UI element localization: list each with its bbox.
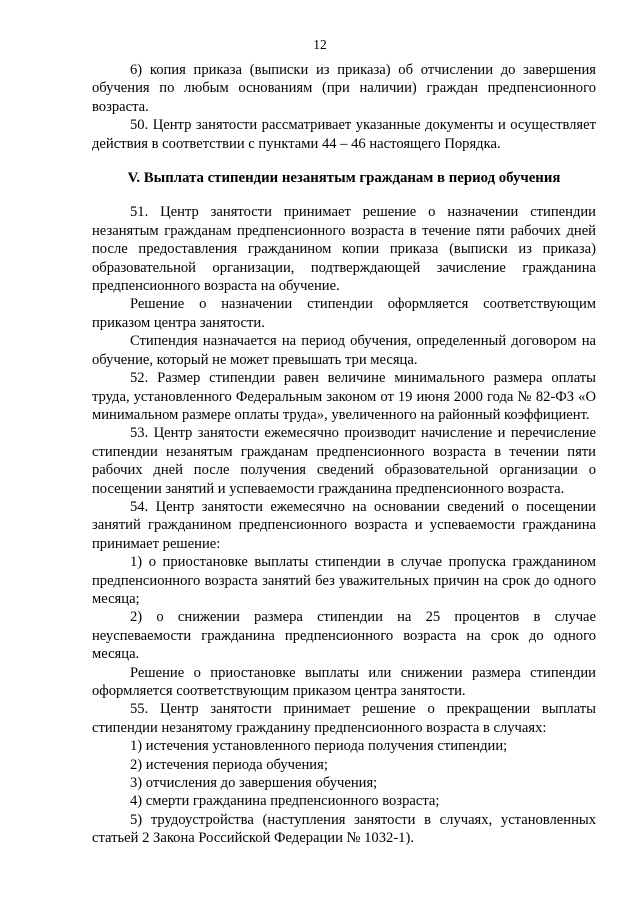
paragraph-55: 55. Центр занятости принимает решение о прекращении выплаты стипендии незанятому гражданину предпенсионного возраста в случаях: <box>92 701 596 736</box>
paragraph-51-period: Стипендия назначается на период обучения, определенный договором на обучение, который не может превышать три месяца. <box>92 333 596 368</box>
paragraph-54: 54. Центр занятости ежемесячно на основании сведений о посещении занятий гражданином предпенсионного возраста и успеваемости гражданина принимает решение: <box>92 498 596 552</box>
paragraph-50: 50. Центр занятости рассматривает указанные документы и осуществляет действия в соответствии с пунктами 44 – 46 настоящего Порядка. <box>92 117 596 152</box>
paragraph-item-6: 6) копия приказа (выписки из приказа) об отчислении до завершения обучения по любым основаниям (при наличии) граждан предпенсионного возраста. <box>92 62 596 115</box>
paragraph-55-item-2: 2) истечения периода обучения; <box>130 756 328 773</box>
document-body <box>92 61 596 848</box>
paragraph-55-item-1: 1) истечения установленного периода получения стипендии; <box>130 738 508 755</box>
paragraph-54-item-2: 2) о снижении размера стипендии на 25 процентов в случае неуспеваемости гражданина предпенсионного возраста на срок до одного месяца. <box>92 609 596 663</box>
paragraph-51: 51. Центр занятости принимает решение о назначении стипендии незанятым гражданам предпенсионного возраста в течение пяти рабочих дней после предоставления гражданином копии приказа (выписки из приказа) образовательной организации, подтверждающей зачисление гражданина предпенсионного возраста на обучение. <box>92 204 596 295</box>
paragraph-51-decision: Решение о назначении стипендии оформляется соответствующим приказом центра занятости. <box>92 296 596 331</box>
paragraph-54-decision: Решение о приостановке выплаты или снижении размера стипендии оформляется соответствующим приказом центра занятости. <box>92 664 596 699</box>
paragraph-55-item-3: 3) отчисления до завершения обучения; <box>130 775 378 792</box>
section-heading: V. Выплата стипендии незанятым гражданам в период обучения <box>127 170 561 187</box>
paragraph-52: 52. Размер стипендии равен величине минимального размера оплаты труда, установленного Федеральным законом от 19 июня 2000 года № 82-ФЗ «О минимальном размере оплаты труда», увеличенного на районный коэффициент. <box>92 370 596 423</box>
paragraph-55-item-5: 5) трудоустройства (наступления занятости в случаях, установленных статьей 2 Закона Российской Федерации № 1032-1). <box>92 811 596 847</box>
page-number: 12 <box>313 37 327 52</box>
paragraph-53: 53. Центр занятости ежемесячно производит начисление и перечисление стипендии незанятым гражданам предпенсионного возраста в течении пяти рабочих дней после получения сведений образовательной организации о посещении занятий и успеваемости гражданина предпенсионного возраста. <box>92 425 596 497</box>
paragraph-55-item-4: 4) смерти гражданина предпенсионного возраста; <box>130 793 440 810</box>
paragraph-54-item-1: 1) о приостановке выплаты стипендии в случае пропуска гражданином предпенсионного возраста занятий без уважительных причин на срок до одного месяца; <box>92 554 596 607</box>
